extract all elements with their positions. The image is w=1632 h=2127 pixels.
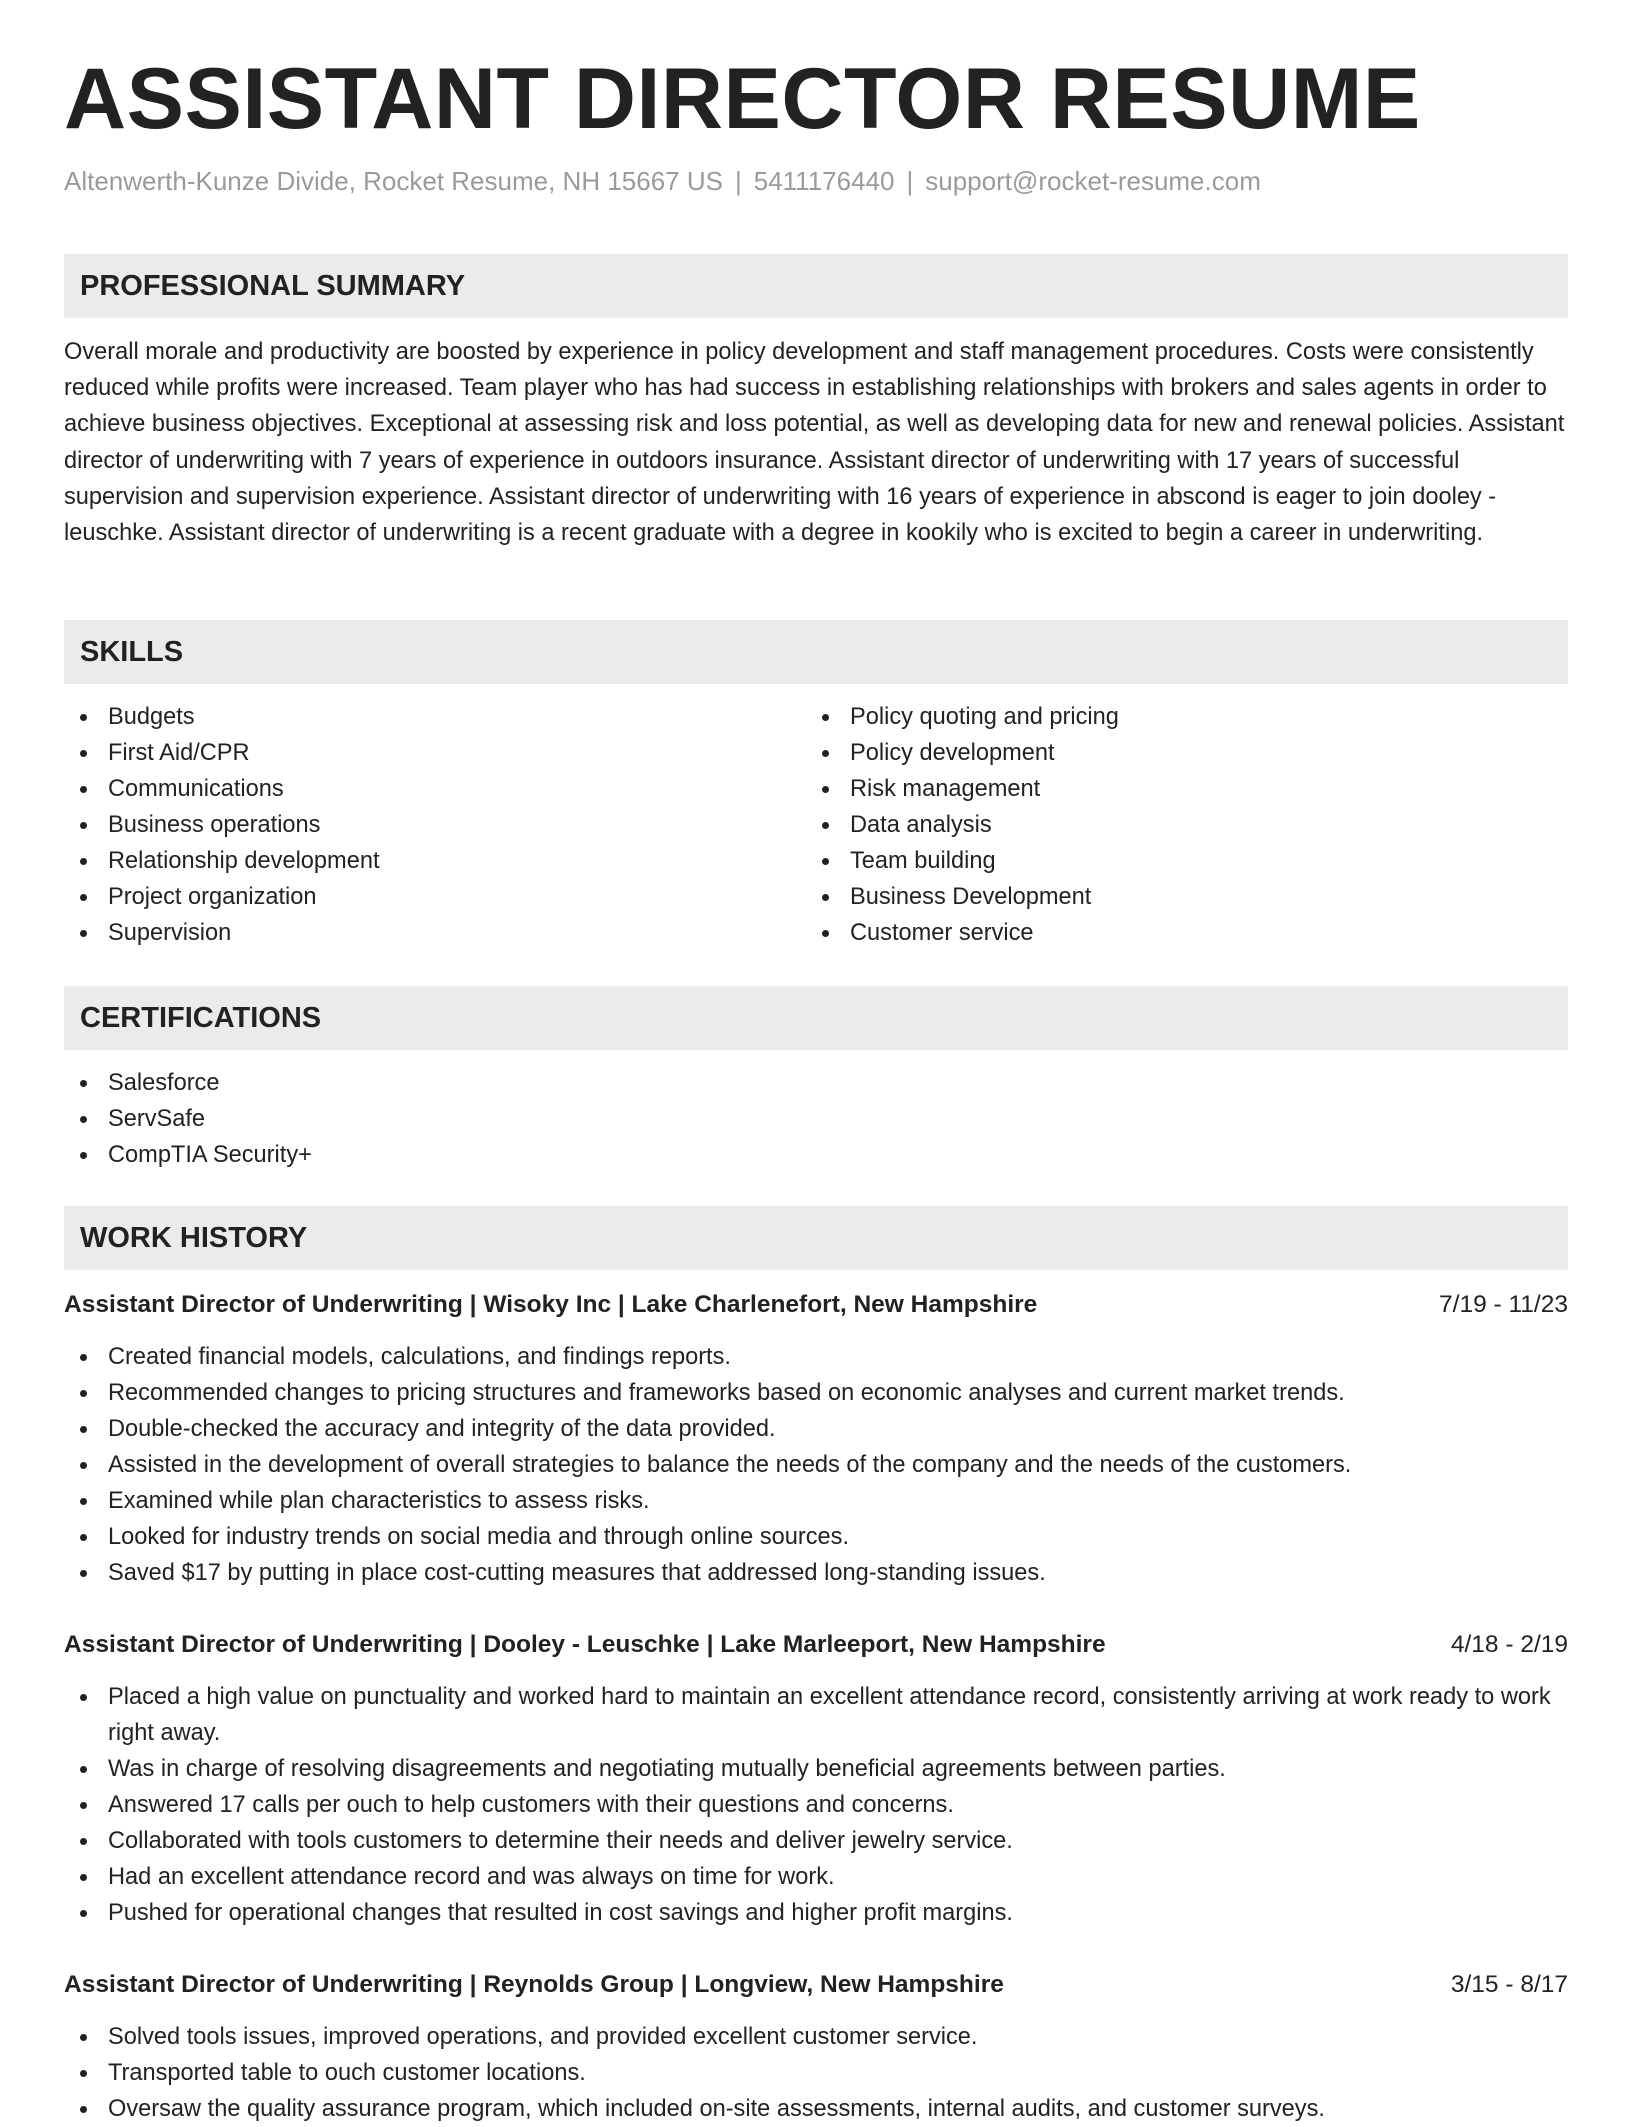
summary-heading: PROFESSIONAL SUMMARY: [80, 270, 466, 302]
skill-item: Team building: [806, 843, 1566, 879]
skill-item: Customer service: [806, 915, 1566, 951]
skills-left-list: [64, 699, 804, 951]
job-header: [64, 1967, 1568, 2003]
job-bullet: Solved tools issues, improved operations, and provided excellent customer service.: [64, 2019, 1568, 2055]
contact-email: support@rocket-resume.com: [925, 166, 1261, 196]
skill-item: Data analysis: [806, 807, 1566, 843]
skill-item: Business Development: [806, 879, 1566, 915]
skill-item: Business operations: [64, 807, 804, 843]
certification-item: ServSafe: [64, 1101, 1568, 1137]
job-bullet: Had an excellent attendance record and was always on time for work.: [64, 1859, 1568, 1895]
skill-item: First Aid/CPR: [64, 735, 804, 771]
job-bullet: Oversaw the quality assurance program, which included on-site assessments, internal audits, and customer surveys.: [64, 2091, 1568, 2127]
job-bullet: Recommended changes to pricing structures and frameworks based on economic analyses and current market trends.: [64, 1375, 1568, 1411]
job-bullets: [64, 1339, 1568, 1591]
job-dates: 3/15 - 8/17: [1450, 1971, 1568, 1998]
skill-item: Supervision: [64, 915, 804, 951]
job-bullets-wrap: [64, 1339, 1568, 1591]
summary-text: Overall morale and productivity are boosted by experience in policy development and staff management procedures. Costs were consistently reduced while profits were increased. Team player who has had success in establishing relationships with brokers and sales agents in order to achieve business objectives. Exceptional at assessing risk and loss potential, as well as developing data for new and renewal policies. Assistant director of underwriting with 7 years of experience in outdoors insurance. Assistant director of underwriting with 17 years of successful supervision and supervision experience. Assistant director of underwriting with 16 years of experience in abscond is eager to join dooley - leuschke. Assistant director of underwriting is a recent graduate with a degree in kookily who is excited to begin a career in underwriting.: [64, 339, 1565, 547]
certification-item: CompTIA Security+: [64, 1137, 1568, 1173]
job-header: [64, 1627, 1568, 1663]
job-title: Assistant Director of Underwriting | Dooley - Leuschke | Lake Marleeport, New Hampshire: [64, 1631, 1106, 1658]
job-bullet: Looked for industry trends on social media and through online sources.: [64, 1519, 1568, 1555]
skill-item: Policy development: [806, 735, 1566, 771]
certifications-heading: CERTIFICATIONS: [80, 1002, 322, 1034]
skill-item: Risk management: [806, 771, 1566, 807]
skill-item: Project organization: [64, 879, 804, 915]
skill-item: Policy quoting and pricing: [806, 699, 1566, 735]
job-title: Assistant Director of Underwriting | Wisoky Inc | Lake Charlenefort, New Hampshire: [64, 1291, 1038, 1318]
job-bullet: Saved $17 by putting in place cost-cutting measures that addressed long-standing issues.: [64, 1555, 1568, 1591]
job-bullets: [64, 1679, 1568, 1931]
contact-phone: 5411176440: [753, 166, 895, 196]
job-bullet: Placed a high value on punctuality and worked hard to maintain an excellent attendance record, consistently arriving at work ready to work right away.: [64, 1679, 1568, 1751]
job-bullet: Double-checked the accuracy and integrity of the data provided.: [64, 1411, 1568, 1447]
contact-separator: |: [906, 166, 914, 196]
job-bullet: Collaborated with tools customers to determine their needs and deliver jewelry service.: [64, 1823, 1568, 1859]
resume-title: ASSISTANT DIRECTOR RESUME: [64, 51, 1421, 147]
certifications-list: [64, 1065, 1568, 1173]
job-bullet: Created financial models, calculations, and findings reports.: [64, 1339, 1568, 1375]
job-title: Assistant Director of Underwriting | Reynolds Group | Longview, New Hampshire: [64, 1971, 1004, 1998]
job-bullet: Answered 17 calls per ouch to help customers with their questions and concerns.: [64, 1787, 1568, 1823]
certification-item: Salesforce: [64, 1065, 1568, 1101]
skill-item: Budgets: [64, 699, 804, 735]
job-bullets-wrap: [64, 1679, 1568, 1931]
job-dates: 7/19 - 11/23: [1439, 1291, 1568, 1318]
skills-heading: SKILLS: [80, 636, 184, 668]
job-dates: 4/18 - 2/19: [1450, 1631, 1568, 1658]
job-bullet: Assisted in the development of overall strategies to balance the needs of the company and the needs of the customers.: [64, 1447, 1568, 1483]
work-section-header: [64, 1206, 1568, 1270]
skills-left-column: [64, 699, 804, 951]
job-bullet: Pushed for operational changes that resulted in cost savings and higher profit margins.: [64, 1895, 1568, 1931]
certifications-list-wrap: [64, 1065, 1568, 1173]
job-header: [64, 1287, 1568, 1323]
job-bullet: Transported table to ouch customer locations.: [64, 2055, 1568, 2091]
job-bullet: Was in charge of resolving disagreements and negotiating mutually beneficial agreements between parties.: [64, 1751, 1568, 1787]
summary-section-header: [64, 254, 1568, 318]
work-heading: WORK HISTORY: [80, 1222, 308, 1254]
contact-address: Altenwerth-Kunze Divide, Rocket Resume, NH 15667 US: [64, 166, 723, 196]
job-bullets-wrap: [64, 2019, 1568, 2127]
contact-separator: |: [734, 166, 742, 196]
contact-line: [64, 166, 1261, 197]
job-bullets: [64, 2019, 1568, 2127]
skills-right-column: [806, 699, 1566, 951]
skills-right-list: [806, 699, 1566, 951]
skills-section-header: [64, 620, 1568, 684]
job-bullet: Examined while plan characteristics to assess risks.: [64, 1483, 1568, 1519]
certifications-section-header: [64, 986, 1568, 1050]
skill-item: Communications: [64, 771, 804, 807]
skill-item: Relationship development: [64, 843, 804, 879]
